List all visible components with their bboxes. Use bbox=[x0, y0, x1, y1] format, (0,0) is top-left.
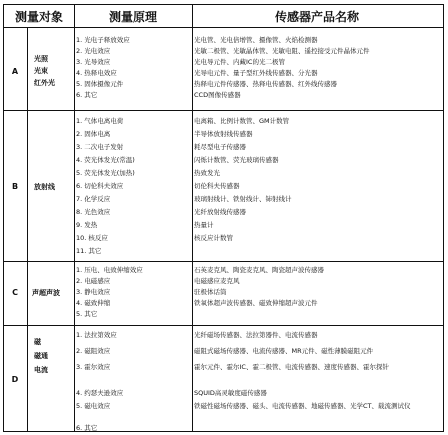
product-item: 切伦科夫传感器 bbox=[194, 182, 240, 190]
principle-item: 2. 电磁感应 bbox=[76, 277, 111, 285]
product-item: 光敏二极管、光敏晶体管、光敏电阻、遥控接受元件晶体元件 bbox=[194, 47, 370, 55]
col-divider bbox=[192, 5, 193, 431]
object-line: 光束 bbox=[34, 67, 48, 75]
principle-item: 3. 光导效应 bbox=[76, 58, 111, 66]
row-divider bbox=[4, 27, 443, 28]
principle-item: 4. 热释电效应 bbox=[76, 69, 117, 77]
principle-item: 2. 固体电离 bbox=[76, 130, 111, 138]
object-line: 磁 bbox=[34, 338, 41, 346]
principle-item: 6. 其它 bbox=[76, 424, 98, 432]
row-divider bbox=[4, 110, 443, 111]
principle-item: 4. 荧光体发光(常温) bbox=[76, 156, 135, 164]
principle-item: 6. 其它 bbox=[76, 91, 98, 99]
row-letter: C bbox=[12, 288, 18, 297]
product-item: 光电导元件、内藏IC的光二极管 bbox=[194, 58, 285, 66]
row-letter: B bbox=[11, 182, 19, 191]
object-line: 磁通 bbox=[34, 352, 48, 360]
row-divider bbox=[4, 261, 443, 262]
principle-item: 1. 光电子释放效应 bbox=[76, 36, 130, 44]
product-item: 半导体放射线传感器 bbox=[194, 130, 253, 138]
principle-item: 1. 压电、电致伸缩效应 bbox=[76, 266, 143, 274]
principle-item: 10. 核反应 bbox=[76, 234, 108, 242]
product-item: 石英麦克风、陶瓷麦克风、陶瓷超声波传感器 bbox=[194, 266, 324, 274]
principle-item: 4. 磁致伸缩 bbox=[76, 299, 111, 307]
product-item: SQUID高灵敏度磁传感器 bbox=[194, 389, 267, 397]
principle-item: 3. 静电效应 bbox=[76, 288, 111, 296]
product-item: 光电管、光电倍增管、摄像管、火焰检测器 bbox=[194, 36, 318, 44]
product-item: 热量计 bbox=[194, 221, 214, 229]
product-item: 电磁感应麦克风 bbox=[194, 277, 240, 285]
product-item: 光纤磁场传感器、法拉第器件、电流传感器 bbox=[194, 331, 318, 339]
object-line: 放射线 bbox=[34, 183, 55, 191]
product-item: 闪烁计数管、荧光玻璃传感器 bbox=[194, 156, 279, 164]
principle-item: 5. 荧光体发光(加热) bbox=[76, 169, 135, 177]
product-item: 热释电元件传感器、热释电传感器、红外线传感器 bbox=[194, 80, 337, 88]
col-divider bbox=[74, 5, 75, 431]
product-item: 玻璃射线计、铁射线计、铈射线计 bbox=[194, 195, 292, 203]
principle-item: 3. 二次电子发射 bbox=[76, 143, 124, 151]
principle-item: 5. 磁电效应 bbox=[76, 402, 111, 410]
header-principle: 测量原理 bbox=[108, 9, 157, 24]
principle-item: 5. 固体摄像元件 bbox=[76, 80, 124, 88]
product-item: 霍尔元件、霍尔IC、霍二极管、电流传感器、速度传感器、霍尔探针 bbox=[194, 363, 389, 371]
row-divider bbox=[4, 325, 443, 326]
object-line: 声超声波 bbox=[32, 289, 60, 297]
object-line: 光照 bbox=[34, 55, 48, 63]
product-item: 热致发光 bbox=[194, 169, 220, 177]
product-item: 铁氧体超声波传感器、磁致伸缩超声波元件 bbox=[194, 299, 318, 307]
principle-item: 5. 其它 bbox=[76, 310, 98, 318]
principle-item: 6. 切伦科夫效应 bbox=[76, 182, 124, 190]
row-letter: A bbox=[11, 67, 19, 76]
product-item: 核反应计数管 bbox=[194, 234, 233, 242]
principle-item: 4. 约瑟夫逊效应 bbox=[76, 389, 124, 397]
product-item: 铁磁性磁场传感器、磁头、电流传感器、地磁传感器、光学CT、载流测试仪 bbox=[194, 402, 411, 410]
sensor-table bbox=[3, 4, 444, 432]
col-divider bbox=[27, 27, 28, 431]
header-object: 测量对象 bbox=[14, 9, 63, 24]
principle-item: 1. 法拉第效应 bbox=[76, 331, 117, 339]
product-item: 电离箱、比例计数管、GM计数管 bbox=[194, 117, 290, 125]
object-line: 红外光 bbox=[34, 79, 55, 87]
principle-item: 2. 磁阻效应 bbox=[76, 347, 111, 355]
header-product: 传感器产品名称 bbox=[274, 9, 359, 24]
product-item: 驻极体话筒 bbox=[194, 288, 227, 296]
product-item: 耗尽型电子传感器 bbox=[194, 143, 246, 151]
principle-item: 9. 发热 bbox=[76, 221, 98, 229]
principle-item: 2. 光电效应 bbox=[76, 47, 111, 55]
product-item: 光纤放射线传感器 bbox=[194, 208, 246, 216]
row-letter: D bbox=[11, 375, 19, 384]
principle-item: 7. 化学反应 bbox=[76, 195, 111, 203]
principle-item: 1. 气体电离电荷 bbox=[76, 117, 124, 125]
product-item: 磁阻式磁场传感器、电流传感器、MR元件、磁性薄膜磁阻元件 bbox=[194, 347, 374, 355]
object-line: 电流 bbox=[34, 366, 48, 374]
principle-item: 8. 光色效应 bbox=[76, 208, 111, 216]
principle-item: 11. 其它 bbox=[76, 247, 102, 255]
product-item: CCD图像传感器 bbox=[194, 91, 241, 99]
product-item: 光导电元件、量子型红外线传感器、分光器 bbox=[194, 69, 318, 77]
principle-item: 3. 霍尔效应 bbox=[76, 363, 111, 371]
